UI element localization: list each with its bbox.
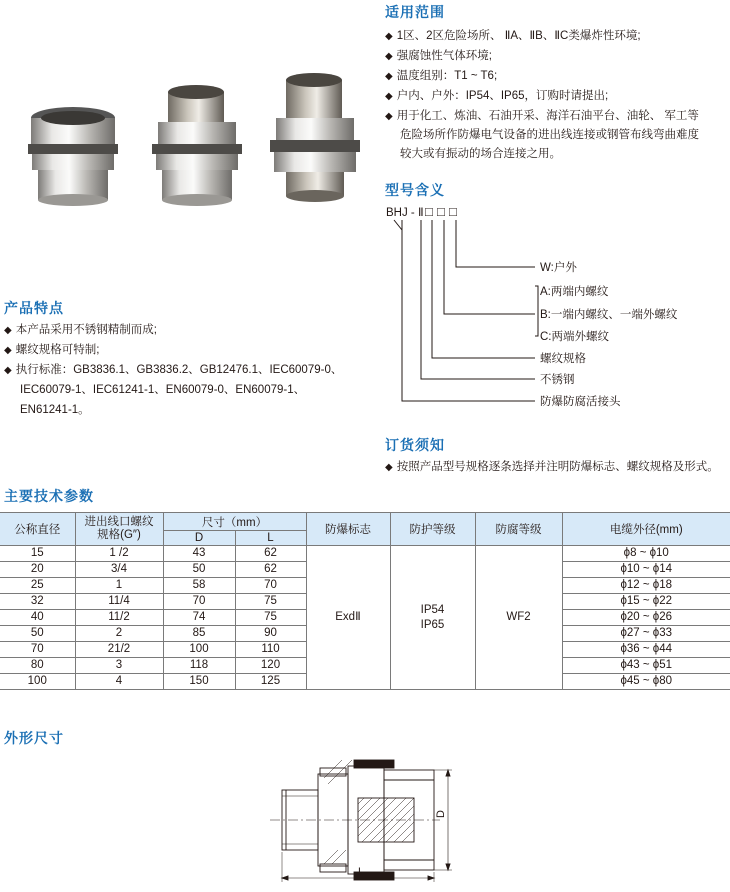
cell-thread: 4 <box>75 674 163 690</box>
order-item-1: ◆ 按照产品型号规格逐条选择并注明防爆标志、螺纹规格及形式。 <box>385 457 719 478</box>
features-heading: 产品特点 <box>4 300 64 316</box>
product-photos <box>18 70 373 220</box>
cell-l: 125 <box>235 674 306 690</box>
cell-thread: 11/2 <box>75 610 163 626</box>
feature-item-3: ◆ 执行标准：GB3836.1、GB3836.2、GB12476.1、IEC60079-0、 <box>4 360 342 381</box>
cell-cable: ϕ36 ~ ϕ44 <box>562 642 730 658</box>
cell-d: 85 <box>163 626 235 642</box>
model-code: BHJ - Ⅱ <box>386 207 424 219</box>
dimension-l-label: L <box>358 866 365 878</box>
cell-thread: 11/4 <box>75 594 163 610</box>
cell-nominal: 50 <box>0 626 75 642</box>
model-heading: 型号含义 <box>385 182 445 198</box>
model-box-2: □ <box>437 204 445 219</box>
header-ex-mark: 防爆标志 <box>306 513 390 546</box>
product-photo-3 <box>270 73 360 202</box>
cell-nominal: 80 <box>0 658 75 674</box>
cell-ip-2: IP65 <box>420 618 445 631</box>
cell-nominal: 15 <box>0 546 75 562</box>
cell-thread: 3/4 <box>75 562 163 578</box>
model-label-thread: 螺纹规格 <box>540 353 586 365</box>
outline-drawing <box>262 748 467 888</box>
cell-ip <box>390 546 475 690</box>
cell-thread: 1 /2 <box>75 546 163 562</box>
scope-item-3: ◆ 温度组别：T1 ~ T6; <box>385 66 497 87</box>
model-label-w: W:户外 <box>540 262 577 274</box>
cell-nominal: 20 <box>0 562 75 578</box>
feature-item-2: ◆ 螺纹规格可特制; <box>4 340 99 361</box>
model-box-3: □ <box>449 204 457 219</box>
cell-cable: ϕ10 ~ ϕ14 <box>562 562 730 578</box>
cell-l: 70 <box>235 578 306 594</box>
scope-item-4: ◆ 户内、户外：IP54、IP65，订购时请提出; <box>385 86 608 107</box>
model-diagram-lines <box>380 218 540 408</box>
table-row <box>0 546 730 562</box>
cell-nominal: 32 <box>0 594 75 610</box>
cell-cable: ϕ20 ~ ϕ26 <box>562 610 730 626</box>
cell-d: 100 <box>163 642 235 658</box>
cell-cable: ϕ45 ~ ϕ80 <box>562 674 730 690</box>
dimension-d-label: D <box>434 810 447 818</box>
cell-nominal: 70 <box>0 642 75 658</box>
cell-d: 58 <box>163 578 235 594</box>
cell-d: 150 <box>163 674 235 690</box>
spec-table <box>0 512 730 690</box>
header-nominal: 公称直径 <box>0 513 75 546</box>
scope-heading: 适用范围 <box>385 4 445 20</box>
product-photo-1 <box>28 107 118 206</box>
cell-l: 75 <box>235 594 306 610</box>
cell-l: 110 <box>235 642 306 658</box>
cell-anticorrosion: WF2 <box>475 546 562 690</box>
cell-thread: 3 <box>75 658 163 674</box>
header-size: 尺寸（mm） <box>163 513 306 531</box>
scope-item-1: ◆ 1区、2区危险场所、 ⅡA、ⅡB、ⅡC类爆炸性环境; <box>385 26 641 47</box>
outline-heading: 外形尺寸 <box>4 730 64 746</box>
cell-nominal: 40 <box>0 610 75 626</box>
cell-cable: ϕ15 ~ ϕ22 <box>562 594 730 610</box>
cell-l: 75 <box>235 610 306 626</box>
cell-d: 50 <box>163 562 235 578</box>
header-thread-line1: 进出线口螺纹 <box>84 516 154 528</box>
header-thread-line2: 规格(G″) <box>97 529 141 541</box>
cell-l: 90 <box>235 626 306 642</box>
feature-item-1: ◆ 本产品采用不锈钢精制而成; <box>4 320 157 341</box>
order-heading: 订货须知 <box>385 437 445 453</box>
cell-l: 62 <box>235 546 306 562</box>
header-d: D <box>163 531 235 546</box>
product-photo-2 <box>152 85 242 206</box>
scope-item-2: ◆ 强腐蚀性气体环境; <box>385 46 492 67</box>
header-cable: 电缆外径(mm) <box>562 513 730 546</box>
model-label-union: 防爆防腐活接头 <box>540 396 621 408</box>
cell-nominal: 25 <box>0 578 75 594</box>
cell-cable: ϕ27 ~ ϕ33 <box>562 626 730 642</box>
cell-cable: ϕ43 ~ ϕ51 <box>562 658 730 674</box>
cell-ex-mark: ExdⅡ <box>306 546 390 690</box>
model-label-c: C:两端外螺纹 <box>540 331 609 343</box>
cell-d: 74 <box>163 610 235 626</box>
cell-d: 70 <box>163 594 235 610</box>
scope-item-5-cont-2: 较大或有振动的场合连接之用。 <box>400 148 561 160</box>
header-ip: 防护等级 <box>390 513 475 546</box>
model-box-1: □ <box>425 204 433 219</box>
feature-item-3-cont-1: IEC60079-1、IEC61241-1、EN60079-0、EN60079-1、 <box>20 384 306 396</box>
feature-item-3-cont-2: EN61241-1。 <box>20 404 90 416</box>
cell-thread: 1 <box>75 578 163 594</box>
cell-thread: 2 <box>75 626 163 642</box>
cell-nominal: 100 <box>0 674 75 690</box>
model-label-b: B:一端内螺纹、一端外螺纹 <box>540 309 678 321</box>
scope-item-5-cont-1: 危险场所作防爆电气设备的进出线连接或钢管布线弯曲难度 <box>400 129 699 141</box>
cell-l: 62 <box>235 562 306 578</box>
cell-ip-1: IP54 <box>420 603 445 616</box>
cell-thread: 21/2 <box>75 642 163 658</box>
header-anticorrosion: 防腐等级 <box>475 513 562 546</box>
specs-heading: 主要技术参数 <box>4 488 94 504</box>
model-label-steel: 不锈钢 <box>540 374 575 386</box>
scope-item-5: ◆ 用于化工、炼油、石油开采、海洋石油平台、油轮、 军工等 <box>385 106 699 127</box>
model-label-a: A:两端内螺纹 <box>540 286 609 298</box>
cell-d: 43 <box>163 546 235 562</box>
header-l: L <box>235 531 306 546</box>
cell-l: 120 <box>235 658 306 674</box>
cell-cable: ϕ8 ~ ϕ10 <box>562 546 730 562</box>
header-thread <box>75 513 163 546</box>
cell-cable: ϕ12 ~ ϕ18 <box>562 578 730 594</box>
cell-d: 118 <box>163 658 235 674</box>
